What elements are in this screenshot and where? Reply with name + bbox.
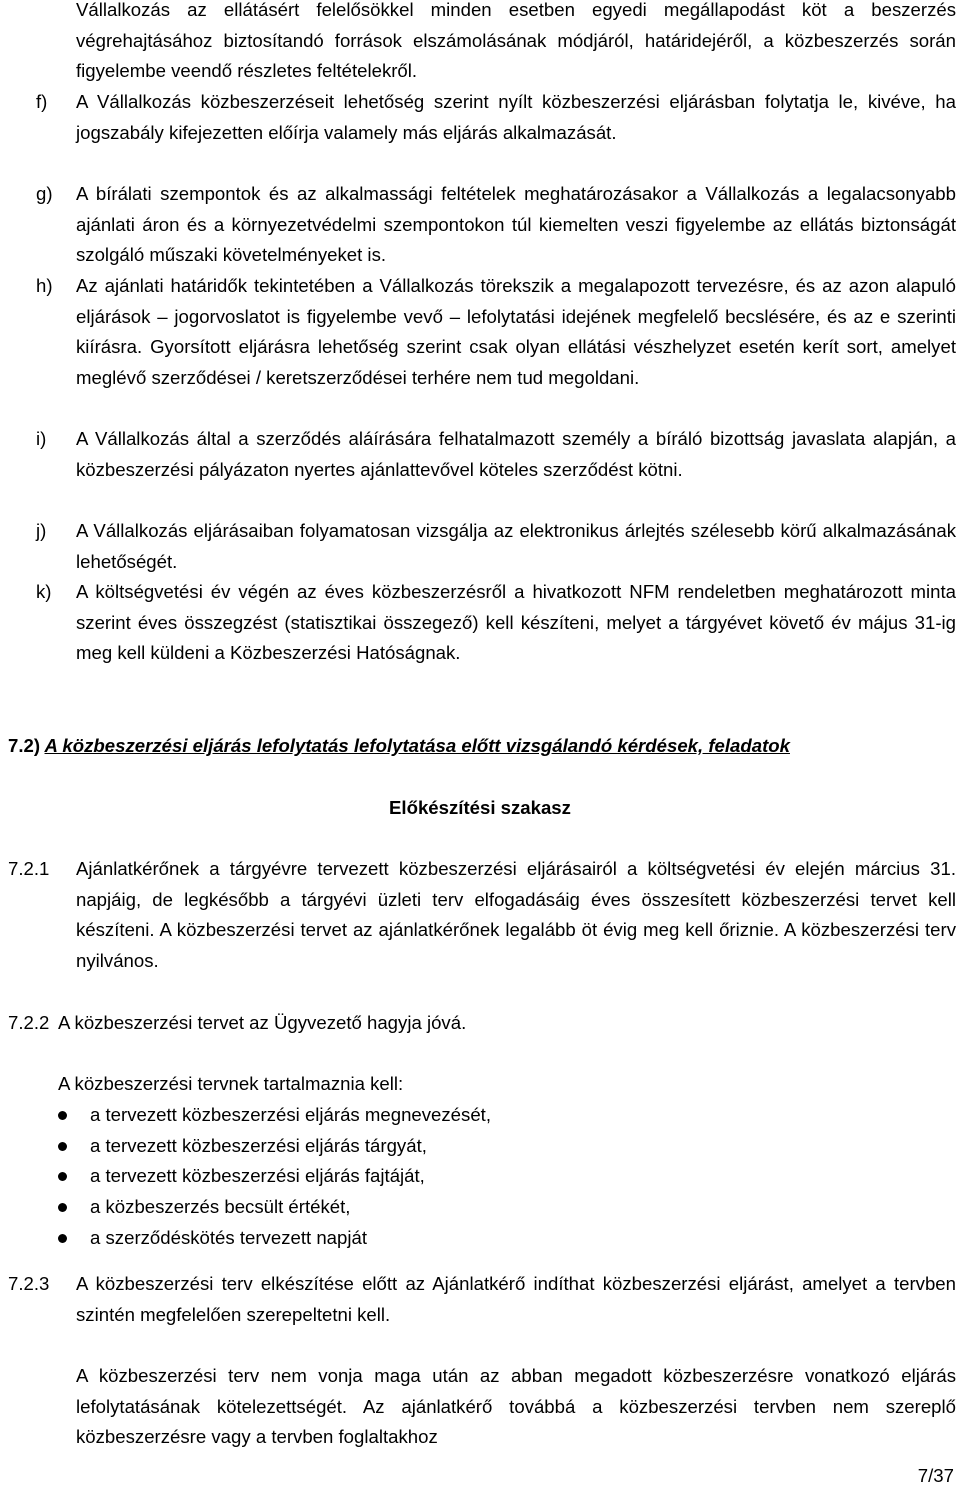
section-heading-number: 7.2) xyxy=(8,735,41,756)
subheading: Előkészítési szakasz xyxy=(389,797,571,818)
list-item: a tervezett közbeszerzési eljárás megnevezését, xyxy=(56,1100,936,1131)
section-heading xyxy=(8,731,958,762)
section-text: Ajánlatkérőnek a tárgyévre tervezett közbeszerzési eljárásairól a költségvetési év elején március 31. napjáig, de legkésőbb a tárgyévi üzleti terv elfogadásáig éves összesített közbeszerzési tervet kell készíteni. A közbeszerzési tervet az ajánlatkérőnek legalább öt évig meg kell őriznie. A közbeszerzési terv nyilvános. xyxy=(76,858,956,972)
list-item-text: A Vállalkozás eljárásaiban folyamatosan vizsgálja az elektronikus árlejtés szélesebb körű alkalmazásának lehetőségét. xyxy=(76,520,956,572)
list-marker: i) xyxy=(36,428,47,449)
list-marker: g) xyxy=(36,183,53,204)
section-heading-title: A közbeszerzési eljárás lefolytatás lefolytatása előtt vizsgálandó kérdések, feladatok xyxy=(44,735,790,756)
list-item-text: Az ajánlati határidők tekintetében a Vállalkozás törekszik a megalapozott tervezésre, és az azon alapuló eljárások – jogorvoslatot is figyelembe vevő – lefolytatási idejének megfelelő becslésére, és az e szerinti kiírásra. Gyorsított eljárásra lehetőség szerint csak olyan ellátási vészhelyzet esetén kerít sort, amelyet meglévő szerződései / keretszerződései terhére nem tud megoldani. xyxy=(76,275,956,389)
list-marker: h) xyxy=(36,275,53,296)
list-item-text: A Vállalkozás közbeszerzéseit lehetőség szerint nyílt közbeszerzési eljárásban folytatja le, kivéve, ha jogszabály kifejezetten előírja valamely más eljárás alkalmazását. xyxy=(76,91,956,143)
list-marker: f) xyxy=(36,91,48,112)
intro-paragraph: Vállalkozás az ellátásért felelősökkel minden esetben egyedi megállapodást köt a beszerzés végrehajtásához biztosítandó források elszámolásának módjáról, határidejéről, a közbeszerzés során figyelembe veendő részletes feltételekről. xyxy=(76,0,956,82)
plan-intro: A közbeszerzési tervnek tartalmaznia kell: xyxy=(58,1073,404,1094)
list-item: a közbeszerzés becsült értékét, xyxy=(56,1192,936,1223)
section-text: A közbeszerzési tervet az Ügyvezető hagyja jóvá. xyxy=(58,1012,467,1033)
plan-contents-list xyxy=(56,1100,936,1254)
section-number: 7.2.1 xyxy=(8,858,50,879)
list-item-text: A költségvetési év végén az éves közbeszerzésről a hivatkozott NFM rendeletben meghatározott minta szerint éves összegzést (statisztikai összegező) kell készíteni, melyet a tárgyévet követő év május 31-ig meg kell küldeni a Közbeszerzési Hatóságnak. xyxy=(76,581,956,664)
section-text: A közbeszerzési terv elkészítése előtt az Ajánlatkérő indíthat közbeszerzési eljárást, amelyet a tervben szintén megfelelően szerepeltetni kell. xyxy=(76,1273,956,1325)
list-item: a tervezett közbeszerzési eljárás fajtáját, xyxy=(56,1161,936,1192)
list-marker: j) xyxy=(36,520,47,541)
closing-paragraph: A közbeszerzési terv nem vonja maga után az abban megadott közbeszerzésre vonatkozó eljárás lefolytatásának kötelezettségét. Az ajánlatkérő továbbá a közbeszerzési tervben nem szereplő közbeszerzésre vagy a tervben foglaltakhoz xyxy=(76,1365,956,1448)
section-number: 7.2.3 xyxy=(8,1273,50,1294)
list-item: a tervezett közbeszerzési eljárás tárgyát, xyxy=(56,1131,936,1162)
list-item-text: A Vállalkozás által a szerződés aláírására felhatalmazott személy a bíráló bizottság javaslata alapján, a közbeszerzési pályázaton nyertes ajánlattevővel köteles szerződést kötni. xyxy=(76,428,956,480)
section-number: 7.2.2 xyxy=(8,1012,50,1033)
list-item-text: A bírálati szempontok és az alkalmassági feltételek meghatározásakor a Vállalkozás a legalacsonyabb ajánlati áron és a környezetvédelmi szempontokon túl kiemelten veszi figyelembe az ellátás biztonságát szolgáló műszaki követelményeket is. xyxy=(76,183,956,266)
list-marker: k) xyxy=(36,581,52,602)
list-item: a szerződéskötés tervezett napját xyxy=(56,1223,936,1254)
page-number: 7/37 xyxy=(917,1465,954,1486)
